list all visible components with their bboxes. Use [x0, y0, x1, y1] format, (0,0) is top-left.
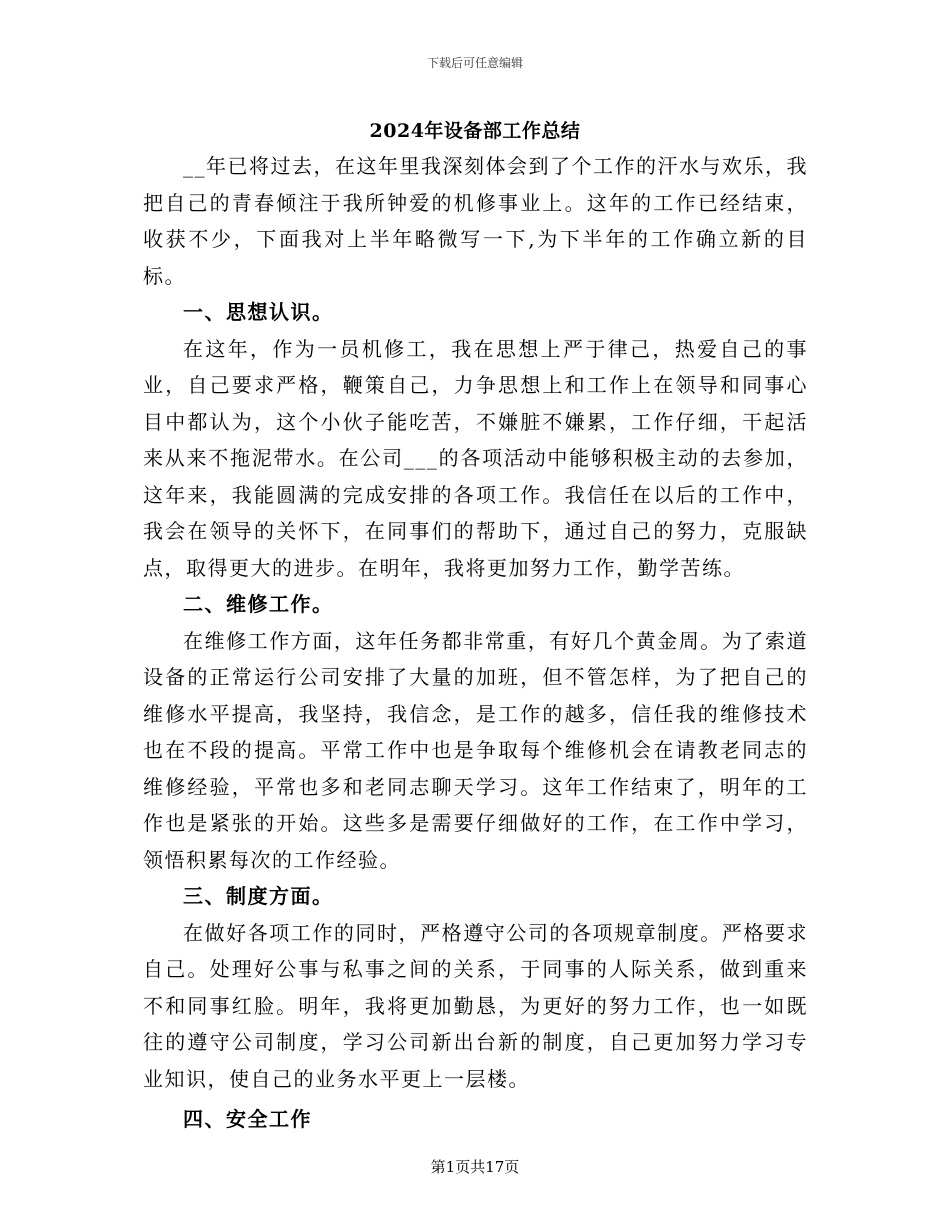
- document-title: 2024年设备部工作总结: [369, 120, 581, 142]
- section-heading-1: 一、思想认识。: [183, 300, 334, 324]
- section-body-1: 在这年，作为一员机修工，我在思想上严于律己，热爱自己的事业，自己要求严格，鞭策自己，力争思想上和工作上在领导和同事心目中都认为，这个小伙子能吃苦，不嫌脏不嫌累，工作仔细，干起活来从来不拖泥带水。在公司___的各项活动中能够积极主动的去参加，这年来，我能圆满的完成安排的各项工作。我信任在以后的工作中，我会在领导的关怀下，在同事们的帮助下，通过自己的努力，克服缺点，取得更大的进步。在明年，我将更加努力工作，勤学苦练。: [143, 336, 808, 580]
- section-body-3: 在做好各项工作的同时，严格遵守公司的各项规章制度。严格要求自己。处理好公事与私事之间的关系，于同事的人际关系，做到重来不和同事红脸。明年，我将更加勤恳，为更好的努力工作，也一如既往的遵守公司制度，学习公司新出台新的制度，自己更加努力学习专业知识，使自己的业务水平更上一层楼。: [143, 920, 808, 1091]
- intro-paragraph: __年已将过去，在这年里我深刻体会到了个工作的汗水与欢乐，我把自己的青春倾注于我所钟爱的机修事业上。这年的工作已经结束，收获不少，下面我对上半年略微写一下,为下半年的工作确立新的目标。: [143, 154, 808, 288]
- header-note: 下载后可任意编辑: [426, 56, 523, 70]
- section-body-2: 在维修工作方面，这年任务都非常重，有好几个黄金周。为了索道设备的正常运行公司安排了大量的加班，但不管怎样，为了把自己的维修水平提高，我坚持，我信念，是工作的越多，信任我的维修技术也在不段的提高。平常工作中也是争取每个维修机会在请教老同志的维修经验，平常也多和老同志聊天学习。这年工作结束了，明年的工作也是紧张的开始。这些多是需要仔细做好的工作，在工作中学习，领悟积累每次的工作经验。: [143, 628, 808, 872]
- document-body: [143, 148, 808, 1138]
- section-heading-2: 二、维修工作。: [183, 592, 334, 616]
- section-heading-4: 四、安全工作: [183, 1107, 312, 1131]
- page-number: 第1页共17页: [430, 1158, 520, 1176]
- section-heading-3: 三、制度方面。: [183, 884, 334, 908]
